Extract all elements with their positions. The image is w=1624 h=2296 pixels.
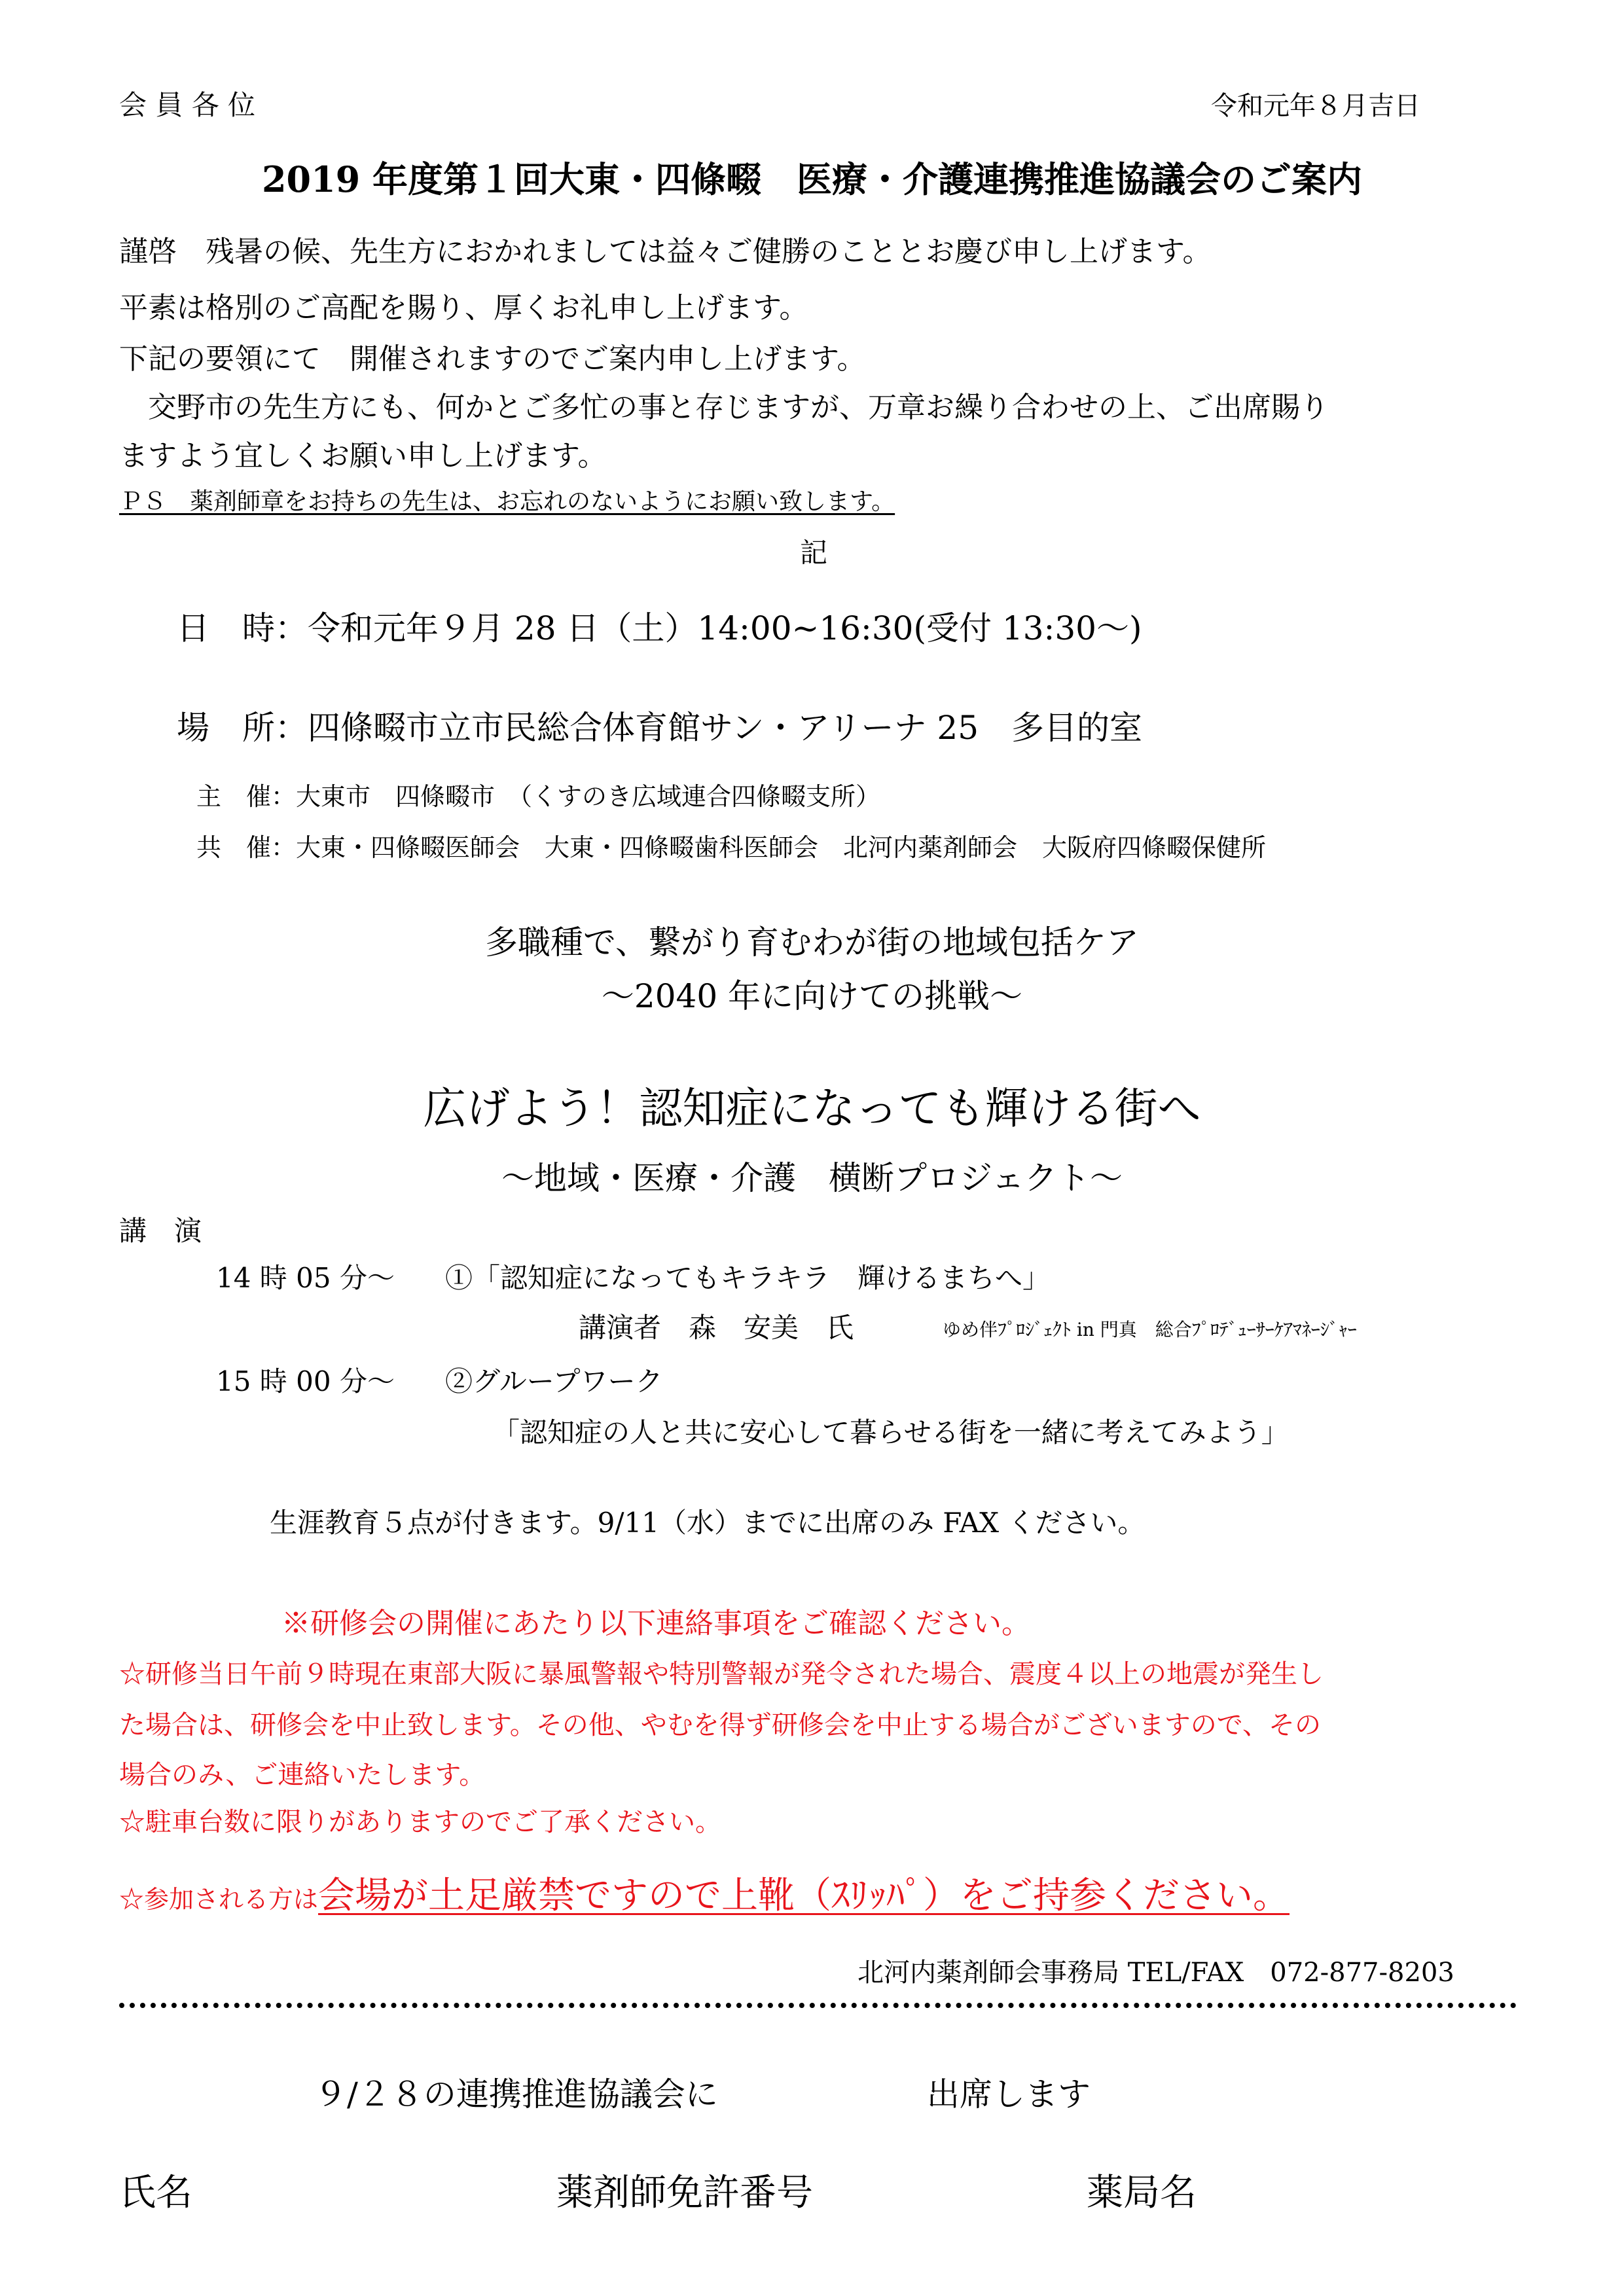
place-row [177,702,1142,749]
speaker-affiliation: ゆめ伴ﾌﾟﾛｼﾞｪｸﾄ in 門真 総合ﾌﾟﾛﾃﾞｭｰｻｰｹｱﾏﾈｰｼﾞｬｰ [943,1319,1357,1340]
cosponsor-value: 大東・四條畷医師会 大東・四條畷歯科医師会 北河内薬剤師会 大阪府四條畷保健所 [296,833,1267,862]
place-label: 場 所： [177,709,308,747]
ps-note: ＰＳ 薬剤師章をお持ちの先生は、お忘れのないようにお願い致します。 [119,488,895,515]
greeting-line-3: 下記の要領にて 開催されますのでご案内申し上げます。 [119,342,866,376]
organizer-value: 大東市 四條畷市 （くすのき広域連合四條畷支所） [296,782,881,811]
attendance-status: 出席します [927,2075,1091,2113]
shoes-notice [119,1867,1290,1919]
cosponsor-row [196,827,1266,863]
greeting-line-1: 謹啓 残暑の候、先生方におかれましては益々ご健勝のこととお慶び申し上げます。 [119,235,1212,268]
shoes-notice-prefix: ☆参加される方は [119,1885,319,1914]
document-title: 2019 年度第１回大東・四條畷 医療・介護連携推進協議会のご案内 [261,158,1363,200]
datetime-label: 日 時： [177,609,308,647]
notice-line-2: た場合は、研修会を中止致します。その他、やむを得ず研修会を中止する場合がございますので、その [119,1710,1321,1740]
theme-line-2: ～2040 年に向けての挑戦～ [601,977,1023,1015]
cut-line-divider [119,2003,1517,2008]
program-item-1-title: ①「認知症になってもキラキラ 輝けるまちへ」 [445,1262,1051,1294]
program-item-1-time: 14 時 05 分～ [216,1262,395,1294]
headline-main: 広げよう！認知症になっても輝ける街へ [423,1083,1201,1134]
theme-line-1: 多職種で、繋がり育むわが街の地域包括ケア [485,924,1139,961]
greeting-line-5: ますよう宜しくお願い申し上げます。 [119,439,607,473]
program-label: 講 演 [119,1215,202,1247]
notice-line-4: ☆駐車台数に限りがありますのでご了承ください。 [119,1807,721,1837]
contact-info: 北河内薬剤師会事務局 TEL/FAX 072-877-8203 [857,1958,1454,1988]
headline-sub: ～地域・医療・介護 横断プロジェクト～ [501,1159,1123,1197]
name-field-label: 氏名 [119,2172,192,2214]
datetime-value: 令和元年９月 28 日（土）14:00~16:30(受付 13:30～) [308,609,1142,647]
notice-heading: ※研修会の開催にあたり以下連絡事項をご確認ください。 [281,1607,1030,1640]
attendance-text: ９/２８の連携推進協議会に [314,2075,718,2113]
datetime-row [177,602,1142,649]
place-value: 四條畷市立市民総合体育館サン・アリーナ 25 多目的室 [308,709,1143,747]
cosponsor-label: 共 催： [196,833,297,862]
license-number-label: 薬剤師免許番号 [556,2172,813,2214]
greeting-line-4: 交野市の先生方にも、何かとご多忙の事と存じますが、万章お繰り合わせの上、ご出席賜り [119,391,1329,424]
program-item-2-time: 15 時 00 分～ [216,1365,395,1397]
notice-line-1: ☆研修当日午前９時現在東部大阪に暴風警報や特別警報が発令された場合、震度４以上の地震が発生し [119,1659,1324,1689]
addressee: 会 員 各 位 [119,89,256,121]
program-item-2-subtitle: 「認知症の人と共に安心して暮らせる街を一緒に考えてみよう」 [492,1416,1289,1448]
shoes-notice-emphasis: 会場が土足厳禁ですので上靴（ｽﾘｯﾊﾟ）をご持参ください。 [318,1874,1290,1917]
ki-mark: 記 [800,537,828,569]
speaker-name: 講演者 森 安美 氏 [579,1312,854,1344]
greeting-line-2: 平素は格別のご高配を賜り、厚くお礼申し上げます。 [119,291,808,325]
issue-date: 令和元年８月吉日 [1211,91,1420,121]
notice-line-3: 場合のみ、ご連絡いたします。 [119,1760,486,1790]
pharmacy-name-label: 薬局名 [1087,2172,1197,2214]
organizer-row [196,776,880,812]
organizer-label: 主 催： [196,782,297,811]
program-item-2-title: ②グループワーク [445,1365,663,1397]
credit-note: 生涯教育５点が付きます。9/11（水）までに出席のみ FAX ください。 [270,1507,1146,1539]
